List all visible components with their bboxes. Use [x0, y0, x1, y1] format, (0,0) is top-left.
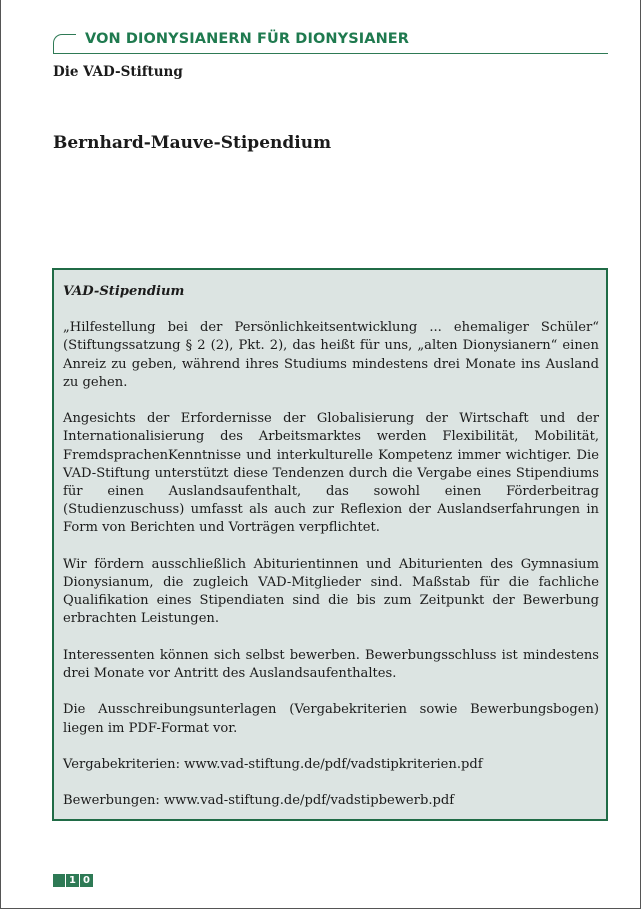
header-rule [53, 53, 608, 54]
box-heading: VAD-Stipendium [63, 284, 185, 299]
link-bewerbungen[interactable]: Bewerbungen: www.vad-stiftung.de/pdf/vadstipbewerb.pdf [63, 793, 455, 809]
paragraph-eligibility: Wir fördern ausschließlich Abiturientinnen und Abiturienten des Gymnasium Dionysianum, die zugleich VAD-Mitglieder sind. Maßstab für die fachliche Qualifikation eines Stipendiaten sind die bis zum Zeitpunkt der Bewerbung erbrachten Leistungen. [63, 556, 599, 627]
paragraph-documents: Die Ausschreibungsunterlagen (Vergabekriterien sowie Bewerbungsbogen) liegen im PDF-Format vor. [63, 702, 599, 736]
page-number-bar [53, 874, 65, 887]
header-tab-decoration [53, 34, 76, 54]
header-title: VON DIONYSIANERN FÜR DIONYSIANER [85, 31, 410, 47]
page-number-digit: 0 [80, 874, 93, 887]
info-box-content [63, 283, 599, 811]
paragraph-globalization: Angesichts der Erfordernisse der Globalisierung der Wirtschaft und der Internationalisierung des Arbeitsmarktes werden Flexibilität, Mobilität, FremdsprachenKenntnisse und interkulturelle Kompetenz immer wichtiger. Die VAD-Stiftung unterstützt diese Tendenzen durch die Vergabe eines Stipendiums für einen Auslandsaufenthalt, das sowohl einen Förderbeitrag (Studienzuschuss) umfasst als auch zur Reflexion der Auslandserfahrungen in Form von Berichten und Vorträgen verpflichtet. [63, 411, 599, 536]
page-title: Bernhard-Mauve-Stipendium [53, 133, 332, 153]
paragraph-intro: „Hilfestellung bei der Persönlichkeitsentwicklung ... ehemaliger Schüler“ (Stiftungssatzung § 2 (2), Pkt. 2), das heißt für uns, „alten Dionysianern“ einen Anreiz zu geben, während ihres Studiums mindestens drei Monate ins Ausland zu gehen. [63, 320, 599, 390]
page-number-digit: 1 [66, 874, 79, 887]
page-number [53, 874, 93, 887]
paragraph-application-deadline: Interessenten können sich selbst bewerben. Bewerbungsschluss ist mindestens drei Monate vor Antritt des Auslandsaufenthaltes. [63, 647, 599, 682]
info-box [52, 268, 608, 821]
section-label: Die VAD-Stiftung [53, 64, 183, 80]
link-vergabekriterien[interactable]: Vergabekriterien: www.vad-stiftung.de/pdf/vadstipkriterien.pdf [63, 757, 483, 772]
